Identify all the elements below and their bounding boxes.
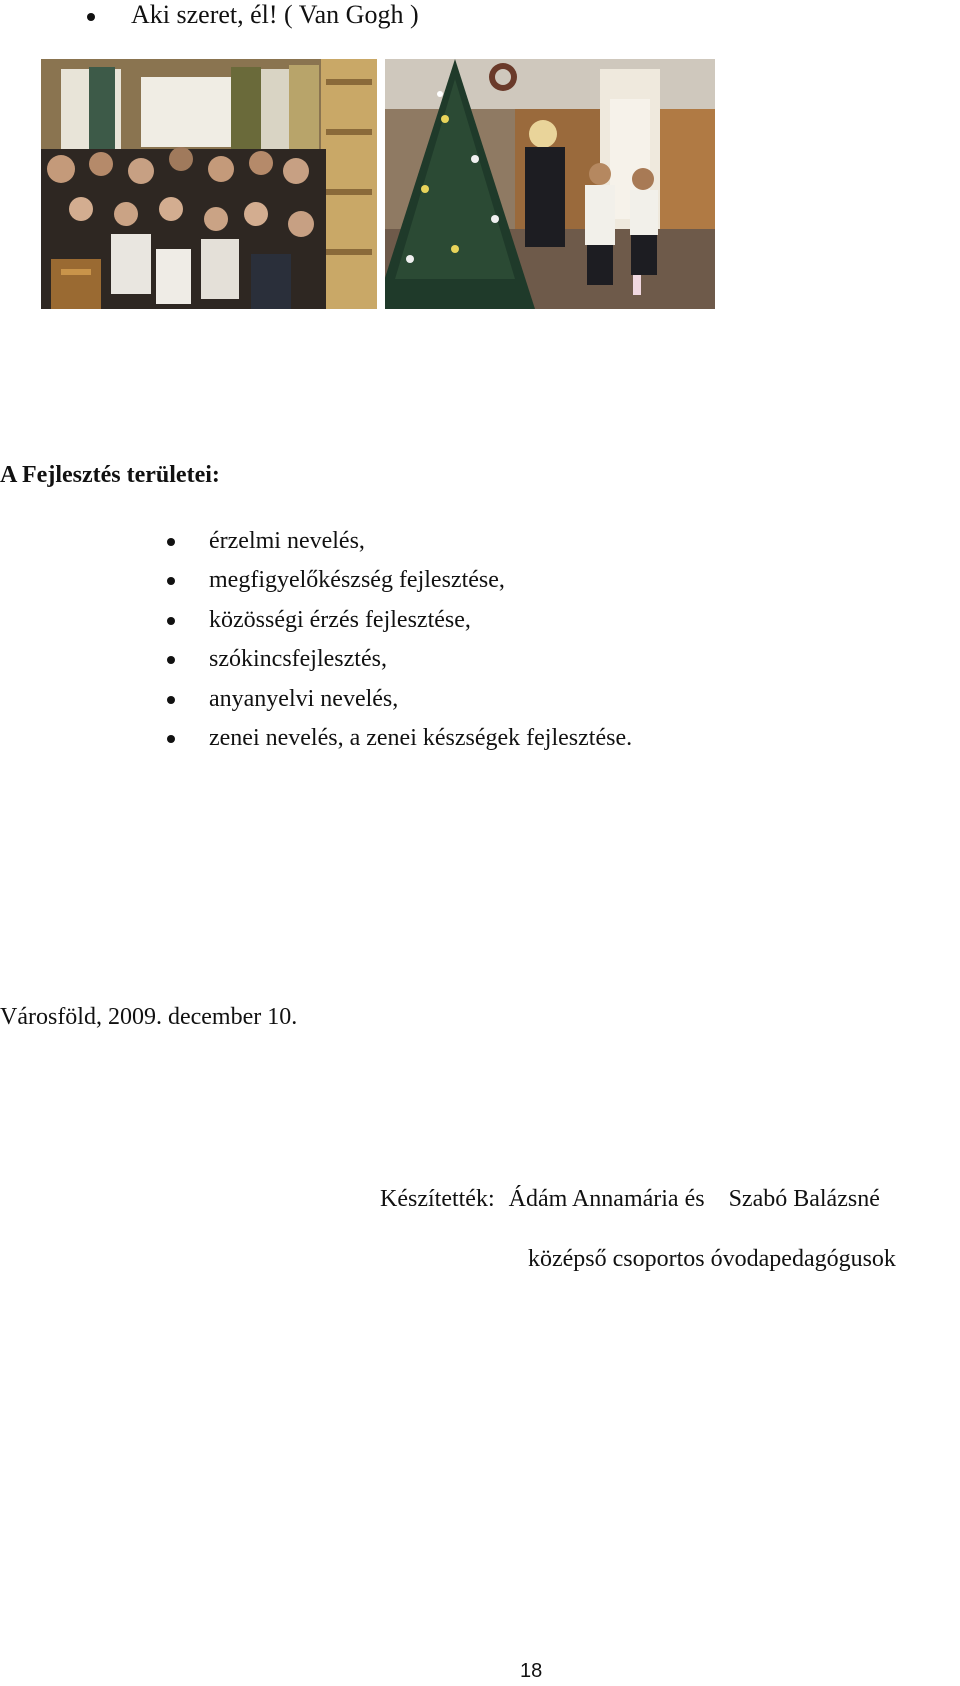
bullet-icon	[87, 13, 95, 21]
list-item: anyanyelvi nevelés,	[161, 684, 632, 723]
photo-audience	[41, 59, 377, 309]
authors-role: középső csoportos óvodapedagógusok	[528, 1246, 896, 1272]
page-number: 18	[520, 1660, 543, 1682]
section-heading: A Fejlesztés területei:	[0, 462, 220, 488]
list-item: megfigyelőkészség fejlesztése,	[161, 565, 632, 604]
list-item: érzelmi nevelés,	[161, 526, 632, 565]
photo-christmas-tree-image	[385, 59, 715, 309]
quote-text: Aki szeret, él! ( Van Gogh )	[131, 0, 419, 29]
quote-bullet	[93, 0, 419, 30]
authors-line	[380, 1186, 880, 1213]
development-areas-list	[161, 526, 632, 762]
photo-christmas-tree	[385, 59, 715, 309]
list-item: szókincsfejlesztés,	[161, 644, 632, 683]
photo-audience-image	[41, 59, 377, 309]
author-name-1: Ádám Annamária és	[508, 1186, 705, 1212]
authors-label: Készítették:	[380, 1186, 495, 1212]
place-date: Városföld, 2009. december 10.	[0, 1004, 298, 1030]
author-name-2: Szabó Balázsné	[728, 1186, 880, 1212]
list-item: közösségi érzés fejlesztése,	[161, 605, 632, 644]
list-item: zenei nevelés, a zenei készségek fejlesztése.	[161, 723, 632, 762]
